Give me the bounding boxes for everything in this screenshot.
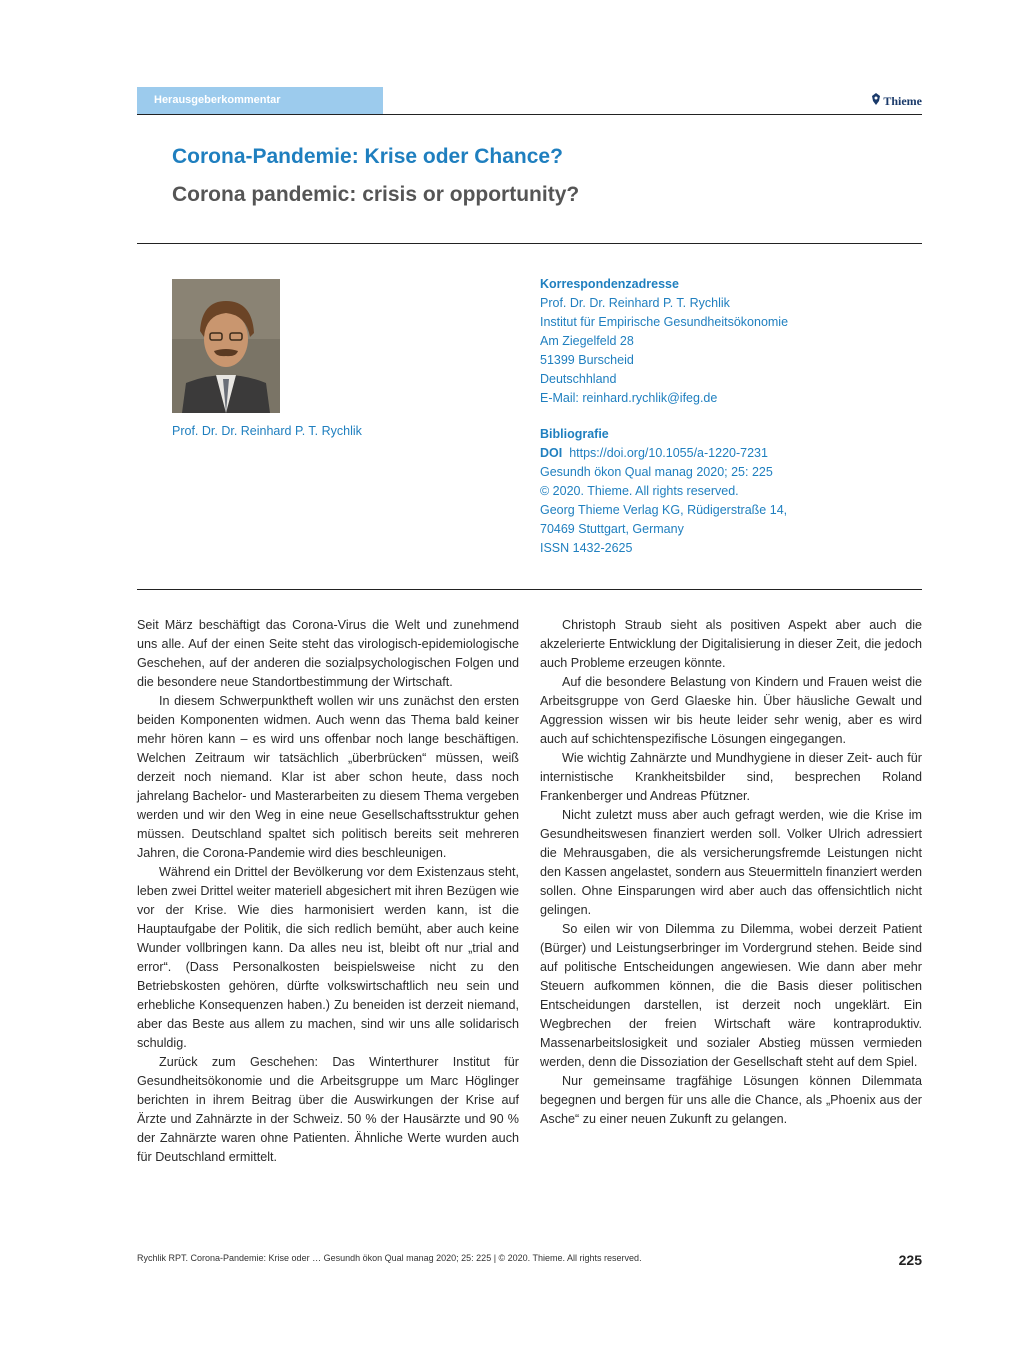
- correspondence-block: [540, 275, 788, 408]
- header-rule: [137, 114, 922, 115]
- doi-link[interactable]: https://doi.org/10.1055/a-1220-7231: [569, 446, 768, 460]
- body-paragraph: Nicht zuletzt muss aber auch gefragt werden, wie die Krise im Gesundheitswesen finanziert werden soll. Volker Ulrich adressiert die Mehrausgaben, die als versicherungsfremde Leistungen nicht den Kassen angelastet, sondern aus Steuermitteln finanziert werden sollen. Ohne Einsparungen wird aber auch das offensichtlich nicht gelingen.: [540, 808, 922, 917]
- body-column-left: [137, 616, 519, 1167]
- doi-line: [540, 444, 787, 463]
- correspondence-heading: Korrespondenzadresse: [540, 277, 679, 291]
- bibliography-line: 70469 Stuttgart, Germany: [540, 522, 684, 536]
- publisher-logo-text: Thieme: [883, 93, 922, 108]
- bibliography-line: Gesundh ökon Qual manag 2020; 25: 225: [540, 465, 773, 479]
- body-paragraph: Christoph Straub sieht als positiven Aspekt aber auch die akzelerierte Entwicklung der Digitalisierung in dieser Zeit, die jedoch auch Probleme erzeugen könnte.: [540, 618, 922, 670]
- correspondence-line: Deutschhland: [540, 372, 617, 386]
- thieme-emblem-icon: [871, 93, 881, 109]
- correspondence-email: E-Mail: reinhard.rychlik@ifeg.de: [540, 391, 718, 405]
- body-paragraph: Wie wichtig Zahnärzte und Mundhygiene in dieser Zeit- auch für internistische Krankheitsbilder sind, besprechen Roland Frankenberger und Andreas Pfützner.: [540, 751, 922, 803]
- body-column-right: [540, 616, 922, 1129]
- correspondence-line: Am Ziegelfeld 28: [540, 334, 634, 348]
- bibliography-block: [540, 425, 787, 558]
- correspondence-line: Prof. Dr. Dr. Reinhard P. T. Rychlik: [540, 296, 730, 310]
- article-title-german: Corona-Pandemie: Krise oder Chance?: [172, 145, 563, 168]
- correspondence-line: Institut für Empirische Gesundheitsökonomie: [540, 315, 789, 329]
- bibliography-line: © 2020. Thieme. All rights reserved.: [540, 484, 739, 498]
- page-number: 225: [898, 1252, 922, 1268]
- body-paragraph: In diesem Schwerpunktheft wollen wir uns zunächst den ersten beiden Komponenten widmen. Auch wenn das Thema bald keiner mehr hören kann – es wird uns offenbar noch lange beschäftigen. Welchen Zeitraum wir tatsächlich „überbrücken“ müssen, weiß derzeit noch niemand. Klar ist aber schon heute, dass noch jahrelang Bachelor- und Masterarbeiten zu diesem Thema vergeben werden und wir den Weg in eine neue Gesellschaftsstruktur gehen müssen. Deutschland spaltet sich politisch bereits seit mehreren Jahren, die Corona-Pandemie wird dies beschleunigen.: [137, 694, 519, 860]
- author-photo: [172, 279, 280, 413]
- publisher-logo: [871, 93, 922, 109]
- body-paragraph: Nur gemeinsame tragfähige Lösungen können Dilemmata begegnen und bergen für uns alle die Chance, als „Phoenix aus der Asche“ zu einer neuen Zukunft zu gelangen.: [540, 1074, 922, 1126]
- body-paragraph: Seit März beschäftigt das Corona-Virus die Welt und zunehmend uns alle. Auf der einen Seite steht das virologisch-epidemiologische Geschehen, auf der anderen die sozialpsychologischen Folgen und die besondere neue Standortbestimmung der Wirtschaft.: [137, 618, 519, 689]
- body-paragraph: Auf die besondere Belastung von Kindern und Frauen weist die Arbeitsgruppe von Gerd Glaeske hin. Über häusliche Gewalt und Aggression wissen wir bis heute leider sehr wenig, aber es wird auch auf schichtenspezifische Lösungen eingegangen.: [540, 675, 922, 746]
- footer-citation: Rychlik RPT. Corona-Pandemie: Krise oder … Gesundh ökon Qual manag 2020; 25: 225 | © 2020. Thieme. All rights reserved.: [137, 1253, 642, 1263]
- title-rule: [137, 243, 922, 244]
- article-title-english: Corona pandemic: crisis or opportunity?: [172, 183, 580, 206]
- bibliography-line: ISSN 1432-2625: [540, 541, 633, 555]
- bibliography-line: Georg Thieme Verlag KG, Rüdigerstraße 14,: [540, 503, 788, 517]
- correspondence-line: 51399 Burscheid: [540, 353, 634, 367]
- bibliography-heading: Bibliografie: [540, 427, 609, 441]
- doi-label: DOI: [540, 446, 563, 460]
- section-label: Herausgeberkommentar: [137, 87, 383, 114]
- info-rule: [137, 589, 922, 590]
- body-paragraph: Zurück zum Geschehen: Das Winterthurer Institut für Gesundheitsökonomie und die Arbeitsgruppe um Marc Höglinger berichten in ihrem Beitrag über die Auswirkungen der Krise auf Ärzte und Zahnärzte in der Schweiz. 50 % der Hausärzte und 90 % der Zahnärzte waren ohne Patienten. Ähnliche Werte wurden auch für Deutschland ermittelt.: [137, 1055, 519, 1164]
- author-caption: Prof. Dr. Dr. Reinhard P. T. Rychlik: [172, 424, 362, 438]
- body-paragraph: Während ein Drittel der Bevölkerung vor dem Existenzaus steht, leben zwei Drittel weiter materiell abgesichert mit ihren Bezügen wie vor der Krise. Wie dies harmonisiert werden kann, ist die Hauptaufgabe der Politik, die sich redlich bemüht, aber auch keine Wunder vollbringen kann. Da alles neu ist, bleibt oft nur „trial and error“. (Dass Personalkosten beispielsweise nicht zu den Betriebskosten gehören, dürfte volkswirtschaftlich neu sein und erhebliche Konsequenzen haben.) Zu beneiden ist derzeit niemand, aber das Beste aus allem zu machen, sind wir uns alle solidarisch schuldig.: [137, 865, 519, 1050]
- body-paragraph: So eilen wir von Dilemma zu Dilemma, wobei derzeit Patient (Bürger) und Leistungserbringer im Vordergrund stehen. Beide sind auf politische Entscheidungen angewiesen. Wie dann aber mehr Steuern aufkommen können, die die Basis dieser politischen Entscheidungen darstellen, ist derzeit noch ungeklärt. Ein Wegbrechen der freien Wirtschaft wäre kontraproduktiv. Massenarbeitslosigkeit und sozialer Abstieg müssen vermieden werden, denn die Dissoziation der Gesellschaft steht auf dem Spiel.: [540, 922, 922, 1069]
